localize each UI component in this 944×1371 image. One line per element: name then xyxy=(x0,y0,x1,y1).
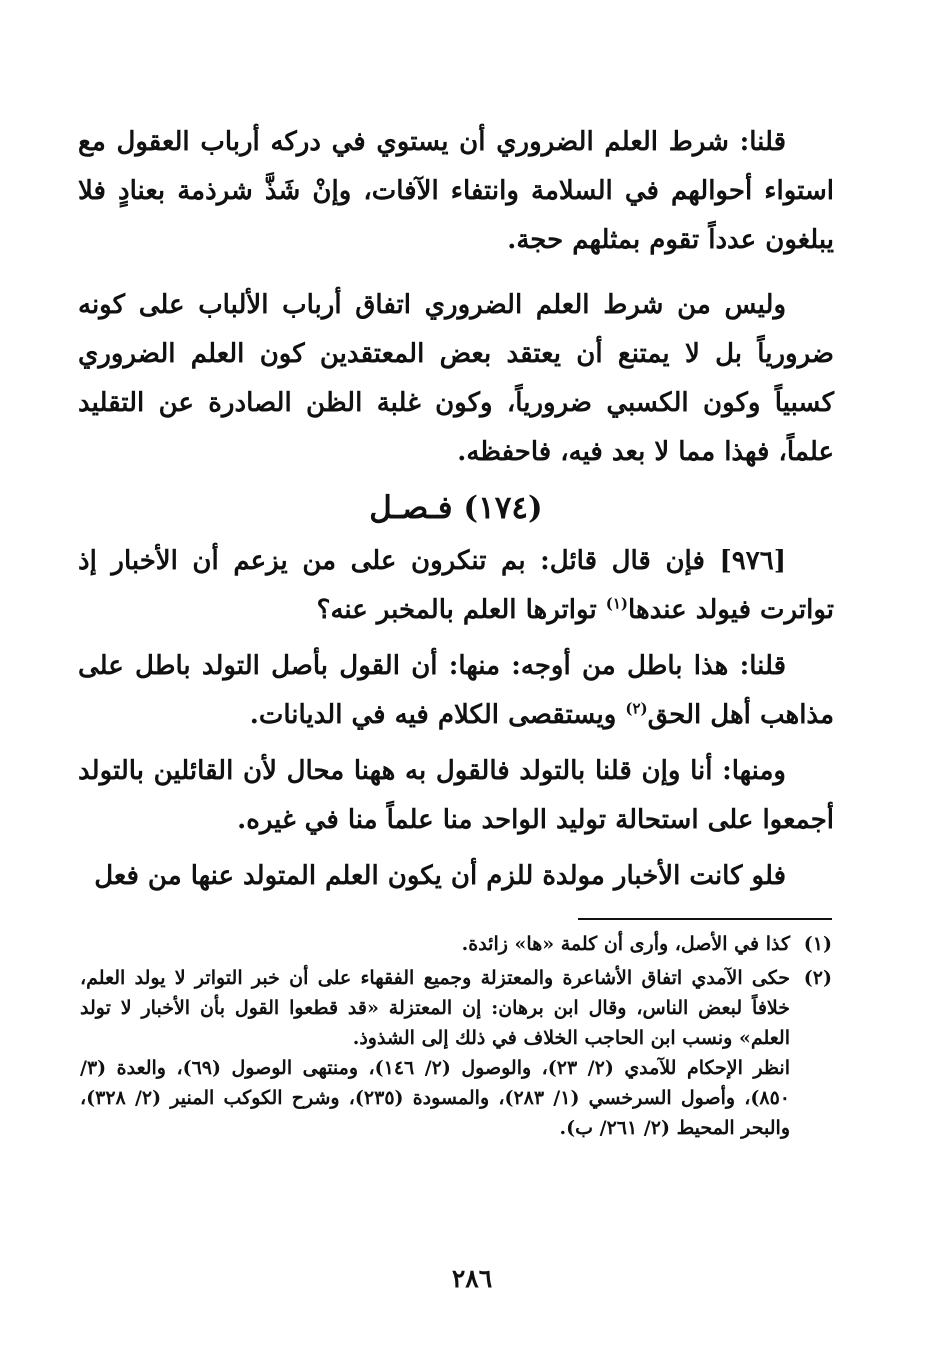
answer-text-end: ويستقصى الكلام فيه في الديانات. xyxy=(249,700,626,730)
question-text-start: [٩٧٦] فإن قال قائل: بم تنكرون على من يزعم أن الأخبار إذ تواترت فيولد عندها xyxy=(78,546,834,625)
footnote-text: كذا في الأصل، وأرى أن كلمة «ها» زائدة. xyxy=(461,933,790,955)
paragraph-2: وليس من شرط العلم الضروري اتفاق أرباب الألباب على كونه ضرورياً بل لا يمتنع أن يعتقد بعض المعتقدين كون العلم الضروري كسبياً وكون الكسبي ضرورياً، وكون غلبة الظن الصادرة عن التقليد علماً، فهذا مما لا بعد فيه، فاحفظه. xyxy=(78,290,834,467)
footnote-marker-2: (٢) xyxy=(625,699,648,718)
main-text xyxy=(78,118,834,901)
question-text-end: تواترها العلم بالمخبر عنه؟ xyxy=(316,595,606,625)
paragraph-gap xyxy=(78,635,834,642)
paragraph-1: قلنا: شرط العلم الضروري أن يستوي في دركه أرباب العقول مع استواء أحوالهم في السلامة وانتفاء الآفات، وإنْ شَذَّ شرذمة بعنادٍ فلا يبلغون عدداً تقوم بمثلهم حجة. xyxy=(78,127,834,255)
paragraph-gap xyxy=(78,845,834,852)
paragraph-gap xyxy=(78,740,834,747)
footnote-2 xyxy=(80,963,832,1143)
footnote-text: حكى الآمدي اتفاق الأشاعرة والمعتزلة وجميع الفقهاء على أن خبر التواتر لا يولد العلم، خلافاً لبعض الناس، وقال ابن برهان: إن المعتزلة «قد قطعوا القول بأن الأخبار لا تولد العلم» ونسب ابن الحاجب الخلاف في ذلك إلى الشذوذ. xyxy=(80,967,790,1049)
answer-paragraph xyxy=(78,642,834,740)
footnote-marker-1: (١) xyxy=(605,594,629,613)
footnote-1 xyxy=(80,929,832,959)
page-number: ٢٨٦ xyxy=(451,1264,493,1293)
footnote-references: انظر الإحكام للآمدي (٢/ ٢٣)، والوصول (٢/ ١٤٦)، ومنتهى الوصول (٦٩)، والعدة (٣/ ٨٥٠)، وأصول السرخسي (١/ ٢٨٣)، والمسودة (٢٣٥)، وشرح الكوكب المنير (٢/ ٣٢٨)، والبحر المحيط (٢/ ٢٦١/ ب). xyxy=(80,1057,790,1139)
section-heading: (١٧٤) فـصـل xyxy=(369,490,543,526)
footnote-number: (١) xyxy=(803,933,832,955)
footnotes-section xyxy=(80,929,832,1147)
paragraph-gap xyxy=(78,265,834,281)
question-paragraph xyxy=(78,537,834,635)
paragraph-third: ومنها: أنا وإن قلنا بالتولد فالقول به ههنا محال لأن القائلين بالتولد أجمعوا على استحالة توليد الواحد منا علماً منا في غيره. xyxy=(78,756,834,835)
footnote-separator xyxy=(578,918,832,920)
paragraph-fourth: فلو كانت الأخبار مولدة للزم أن يكون العلم المتولد عنها من فعل xyxy=(94,861,786,891)
answer-text-start: قلنا: هذا باطل من أوجه: منها: أن القول بأصل التولد باطل على مذاهب أهل الحق xyxy=(78,651,834,730)
footnote-number: (٢) xyxy=(803,967,832,989)
